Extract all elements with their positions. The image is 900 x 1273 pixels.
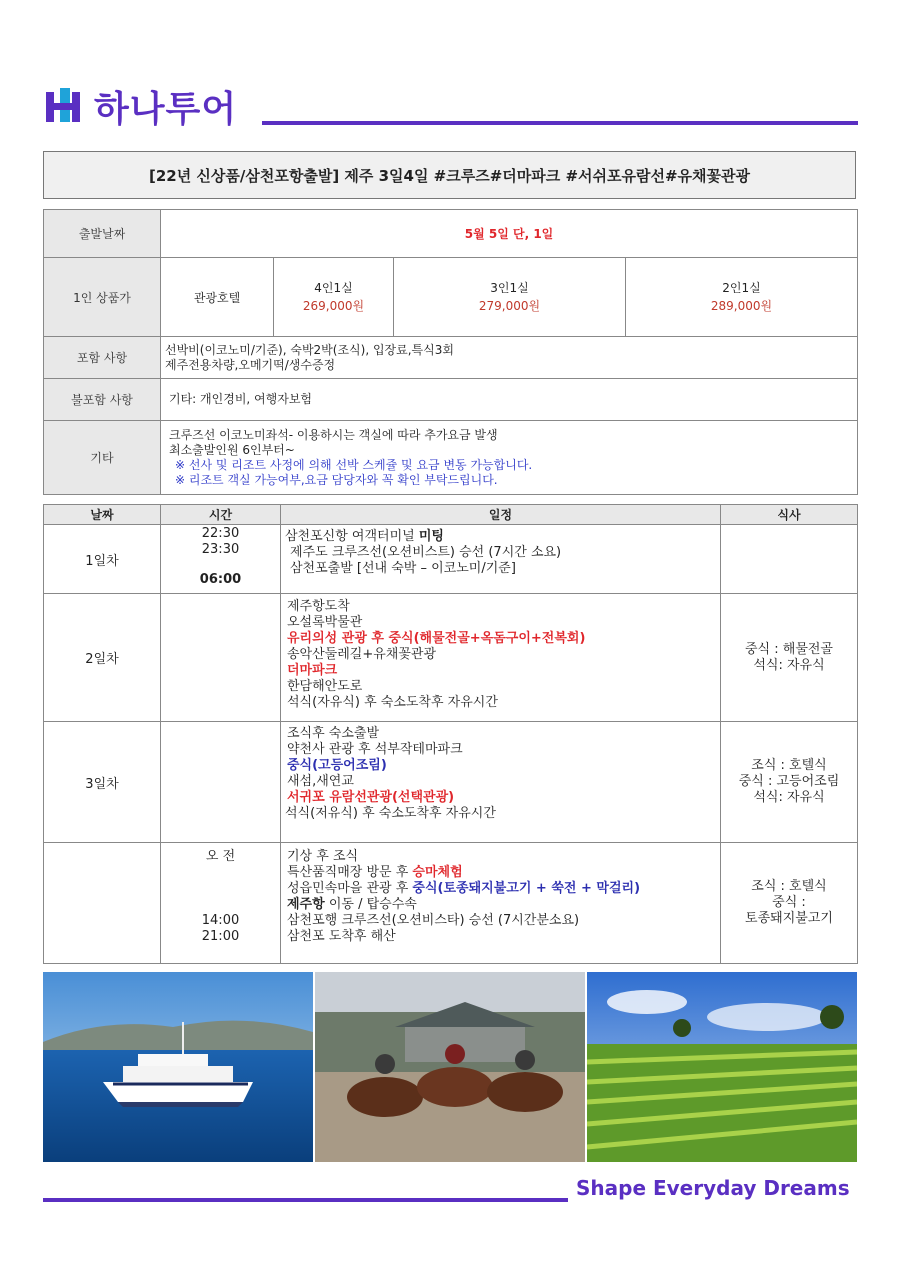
meal-cell: [721, 525, 858, 594]
plan-line: 약천사 관광 후 석부작테마파크: [287, 742, 463, 757]
price-double: [626, 258, 858, 337]
header-plan: 일정: [281, 505, 721, 525]
table-row: [44, 722, 858, 843]
time-value: 06:00: [199, 572, 242, 587]
brand-slogan: Shape Everyday Dreams: [576, 1176, 850, 1200]
meal-line: 중식 : 해물전골: [745, 641, 833, 657]
plan-line: 삼천포행 크루즈선(오션비스타) 승선 (7시간분소요): [287, 913, 580, 928]
time-cell: [161, 722, 281, 843]
include-line: 선박비(이코노미/기준), 숙박2박(조식), 입장료,특식3회: [165, 342, 454, 357]
footer-divider: [43, 1198, 568, 1202]
brand-logo: [44, 84, 237, 128]
plan-line: 송악산둘레길+유채꽃관광: [287, 647, 437, 662]
time-cell: [161, 525, 281, 594]
room-price: 289,000원: [710, 299, 773, 313]
meal-line: 석식: 자유식: [753, 657, 825, 673]
departure-date: 5월 5일 단, 1일: [161, 210, 858, 258]
plan-cell: [281, 594, 721, 722]
plan-text: 삼천포신항 여객터미널: [285, 529, 419, 544]
plan-cell: [281, 722, 721, 843]
etc-line: 크루즈선 이코노미좌석- 이용하시는 객실에 따라 추가요금 발생: [169, 427, 498, 442]
day-label: 1일차: [44, 525, 161, 594]
plan-line: 제주도 크루즈선(오션비스트) 승선 (7시간 소요): [290, 545, 562, 560]
time-cell: [161, 594, 281, 722]
plan-cell: [281, 843, 721, 964]
include-label: 포함 사항: [44, 337, 161, 379]
plan-line: 삼천포출발 [선내 숙박 – 이코노미/기준]: [290, 561, 516, 576]
room-type: 3인1실: [490, 281, 529, 295]
day-label: 3일차: [44, 722, 161, 843]
plan-highlight: 중식(토종돼지불고기 + 쑥전 + 막걸리): [412, 881, 641, 896]
meal-line: 석식: 자유식: [753, 790, 825, 805]
table-row: [44, 843, 858, 964]
meal-line: 중식 :: [772, 895, 806, 910]
meal-line: 조식 : 호텔식: [751, 879, 827, 894]
plan-line: [287, 881, 719, 897]
room-price: 269,000원: [302, 299, 365, 313]
etc-note: ※ 선사 및 리조트 사정에 의해 선박 스케쥴 및 요금 변동 가능합니다.: [175, 457, 533, 472]
plan-cell: [281, 525, 721, 594]
time-cell: [161, 843, 281, 964]
day-label: [44, 843, 161, 964]
plan-line: 기상 후 조식: [287, 849, 359, 864]
exclude-label: 불포함 사항: [44, 379, 161, 421]
meeting-text: 미팅: [418, 529, 444, 544]
meal-cell: [721, 594, 858, 722]
etc-text: [161, 421, 858, 495]
photo-strip: [43, 972, 857, 1162]
plan-highlight: 제주항: [287, 897, 325, 912]
meal-cell: [721, 722, 858, 843]
plan-line: [287, 897, 719, 913]
plan-line: 새섬,새연교: [287, 774, 354, 789]
time-value: 오 전: [205, 849, 236, 864]
page-title: [22년 신상품/삼천포항출발] 제주 3일4일 #크루즈#더마파크 #서쉬포유람선#유채꽃관광: [43, 151, 856, 199]
plan-line: [285, 529, 719, 545]
include-line: 제주전용차량,오메기떡/생수증정: [165, 357, 336, 372]
table-row: [44, 525, 858, 594]
plan-line: 조식후 숙소출발: [287, 726, 380, 741]
plan-line: 석식(자유식) 후 숙소도착후 자유시간: [287, 695, 498, 710]
plan-highlight: 승마체험: [412, 865, 463, 880]
table-row: [44, 594, 858, 722]
logo-mark-icon: [44, 86, 84, 126]
room-type: 2인1실: [722, 281, 761, 295]
meal-line: 중식 : 고등어조림: [738, 774, 840, 789]
price-label: 1인 상품가: [44, 258, 161, 337]
header-day: 날짜: [44, 505, 161, 525]
plan-text: 특산품직매장 방문 후: [287, 865, 413, 880]
room-price: 279,000원: [478, 299, 541, 313]
horse-riding-photo: [315, 972, 585, 1162]
time-value: 22:30: [201, 526, 240, 541]
plan-line: 석식(저유식) 후 숙소도착후 자유시간: [285, 806, 496, 821]
plan-line: 더마파크: [287, 663, 338, 678]
plan-line: 유리의성 관광 후 중식(해물전골+옥돔구이+전복회): [287, 631, 586, 646]
plan-line: 중식(고등어조림): [287, 758, 387, 773]
etc-label: 기타: [44, 421, 161, 495]
plan-line: 오설록박물관: [287, 615, 363, 630]
header-time: 시간: [161, 505, 281, 525]
header-divider: [262, 121, 858, 125]
hotel-type: 관광호텔: [161, 258, 274, 337]
include-text: [161, 337, 858, 379]
product-info-table: [43, 209, 858, 495]
header-meal: 식사: [721, 505, 858, 525]
plan-line: 제주항도착: [287, 599, 350, 614]
price-quad: [274, 258, 394, 337]
etc-note: ※ 리조트 객실 가능여부,요금 담당자와 꼭 확인 부탁드립니다.: [175, 472, 498, 487]
schedule-table: [43, 504, 858, 964]
plan-text: 성읍민속마을 관광 후: [287, 881, 413, 896]
time-value: 23:30: [201, 542, 240, 557]
date-label: 출발날짜: [44, 210, 161, 258]
brand-name: 하나투어: [94, 88, 238, 130]
room-type: 4인1실: [314, 281, 353, 295]
day-label: 2일차: [44, 594, 161, 722]
plan-line: [287, 865, 719, 881]
time-value: 21:00: [201, 929, 240, 944]
meal-line: 조식 : 호텔식: [751, 758, 827, 773]
plan-text: 이동 / 탑승수속: [324, 897, 417, 912]
tea-field-photo: [587, 972, 857, 1162]
exclude-text: 기타: 개인경비, 여행자보험: [161, 379, 858, 421]
time-value: 14:00: [201, 913, 240, 928]
meal-cell: [721, 843, 858, 964]
etc-line: 최소출발인원 6인부터~: [169, 442, 295, 457]
cruise-ship-photo: [43, 972, 313, 1162]
plan-line: 삼천포 도착후 해산: [287, 929, 396, 944]
price-triple: [394, 258, 626, 337]
meal-line: 토종돼지불고기: [745, 911, 833, 926]
plan-line: 서귀포 유람선관광(선택관광): [287, 790, 455, 805]
plan-line: 한담해안도로: [287, 679, 363, 694]
